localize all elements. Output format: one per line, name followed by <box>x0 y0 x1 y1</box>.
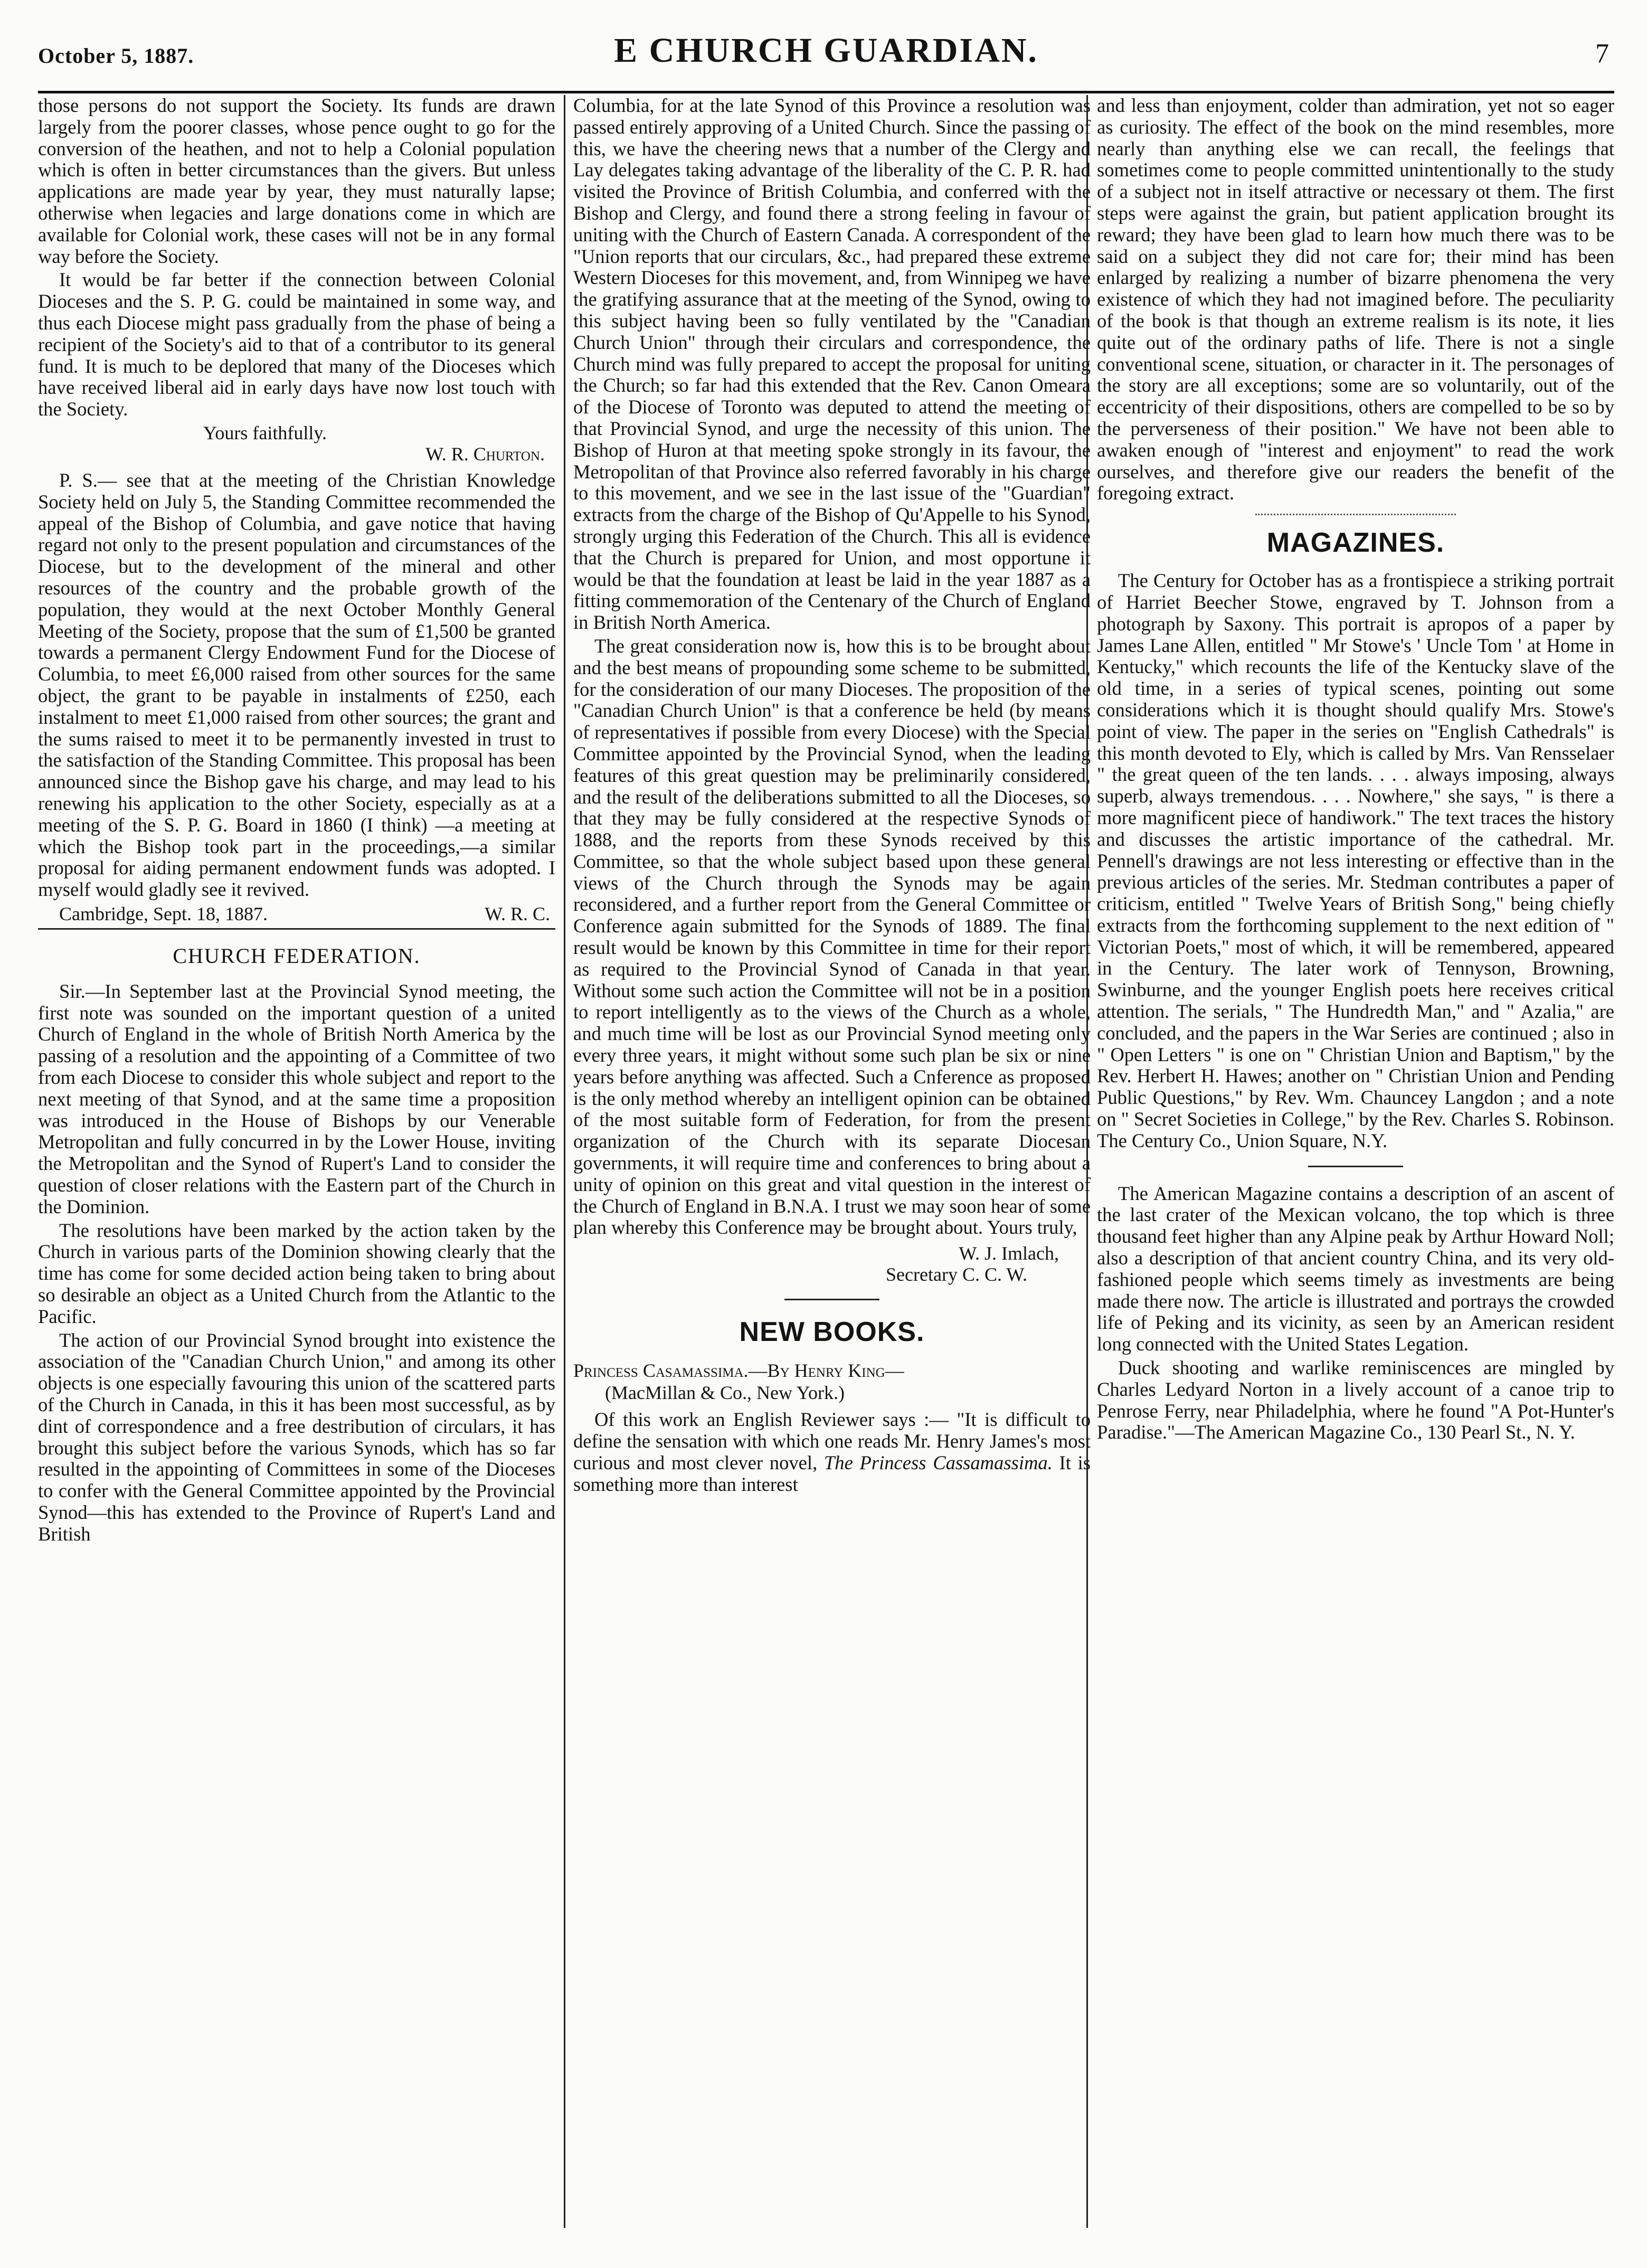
letter-closing: Yours faithfully. <box>203 422 327 443</box>
magazine-paragraph: Duck shooting and warlike reminiscences are mingled by Charles Ledyard Norton in a lively account of a canoe trip to Penrose Ferry, near Philadelphia, where he found "A Pot-Hunter's Paradise."—The American Magazine Co., 130 Pearl St., N. Y. <box>1097 1357 1614 1443</box>
review-text-tail: It is something more than interest <box>573 1451 1091 1495</box>
book-publisher: (MacMillan & Co., New York.) <box>605 1382 845 1404</box>
issue-date: October 5, 1887. <box>38 44 194 68</box>
masthead-rule <box>38 91 1614 93</box>
book-title-italic: The Princess Cassamassima. <box>824 1451 1053 1473</box>
book-entry <box>573 1359 1091 1404</box>
book-title: Princess Casamassima.—By Henry King— <box>573 1360 904 1382</box>
magazine-paragraph: The Century for October has as a frontispiece a striking portrait of Harriet Beecher Stowe, engraved by T. Johnson from a photograph by Saxony. This portrait is apropos of a paper by James Lane Allen, entitled " Mr Stowe's ' Uncle Tom ' at Home in Kentucky," which recounts the life of the Kentucky slave of the old time, in a series of typical scenes, pointing out some considerations which it is thought should qualify Mrs. Stowe's point of view. The paper in the series on "English Cathedrals" is this month devoted to Ely, which is called by Mrs. Van Rensselaer " the great queen of the ten lands. . . . always imposing, always superb, always tremendous. . . . Nowhere," she says, " is there a more magnificent piece of handiwork." The text traces the history and discusses the artistic importance of the cathedral. Mr. Pennell's drawings are not less interesting or effective than in the previous articles of the series. Mr. Stedman contributes a paper of criticism, entitled " Twelve Years of British Song," being chiefly extracts from the forthcoming supplement to the next edition of " Victorian Poets," most of which, it will be remembered, appeared in the Century. The later work of Tennyson, Browning, Swinburne, and the younger English poets here receives critical attention. The serials, " The Hundredth Man," and " Azalia," are concluded, and the papers in the War Series are continued ; also in " Open Letters " is one on " Christian Union and Baptism," by the Rev. Herbert H. Hawes; another on " Christian Union and Pending Public Questions," by Rev. Wm. Chauncey Langdon ; and a note on " Secret Societies in College," by the Rev. Charles S. Robinson. The Century Co., Union Square, N.Y. <box>1097 570 1614 1151</box>
column-1 <box>38 95 555 2233</box>
article-paragraph: The resolutions have been marked by the action taken by the Church in various parts of the Dominion showing clearly that the time has come for some decided action being taken to bring about so desirable an object as a United Church from the Atlantic to the Pacific. <box>38 1219 555 1327</box>
letter-signature: W. R. Churton. <box>425 443 545 465</box>
section-heading: CHURCH FEDERATION. <box>173 943 421 968</box>
masthead <box>38 12 1614 91</box>
review-paragraph: and less than enjoyment, colder than admiration, yet not so eager as curiosity. The effect of the book on the mind resembles, more nearly than anything else we can recall, the feelings that sometimes come to people committed unintentionally to the study of a subject not in itself attractive or necessary ot them. The first steps were against the grain, but patient application brought its reward; they have been glad to learn how much there was to be said on a subject they did not care for; their mind has been enlarged by realizing a number of bizarre phenomena the very existence of which they had not imagined before. The peculiarity of the book is that though an extreme realism is its note, it lies quite out of the ordinary paths of life. There is not a single conventional scene, situation, or character in it. The personages of the story are all exceptions; some are so voluntarily, out of the eccentricity of their dispositions, others are compelled to be so by the perverseness of their position." We have not been able to awaken enough of "interest and enjoyment" to read the work ourselves, and therefore give our readers the benefit of the foregoing extract. <box>1097 95 1614 504</box>
place-date: Cambridge, Sept. 18, 1887. <box>59 903 268 924</box>
section-rule <box>1255 514 1456 515</box>
postscript: P. S.— see that at the meeting of the Christian Knowledge Society held on July 5, the Standing Committee recommended the appeal of the Bishop of Columbia, and gave notice that having regard not only to the present population and circumstances of the Diocese, but to the development of the mineral and other resources of the country and the probable growth of the population, they would at the next October Monthly General Meeting of the Society, propose that the sum of £1,500 be granted towards a permanent Clergy Endowment Fund for the Diocese of Columbia, to meet £6,000 raised from other sources for the same object, the grant to be payable in instalments of £250, each instalment to meet £1,000 raised from other sources; the grant and the sums raised to meet it to be permanently invested in trust to the satisfaction of the Standing Committee. This proposal has been announced since the Bishop gave his charge, and may lead to his renewing his application to the other Society, especially as at a meeting of the S. P. G. Board in 1860 (I think) —a meeting at which the Bishop took part in the proceedings,—a similar proposal for aiding permanent endowment funds was adopted. I myself would gladly see it revived. <box>38 469 555 901</box>
magazine-paragraph: The American Magazine contains a description of an ascent of the last crater of the Mexican volcano, the top which is three thousand feet higher than any Alpine peak by Arthur Howard Noll; also a description of that ancient country China, and its very old-fashioned people which seems timely as investments are being made there now. The article is illustrated and portrays the crowded life of Peking and its vicinity, as seen by an American resident long connected with the United States Legation. <box>1097 1182 1614 1355</box>
initials: W. R. C. <box>485 903 550 924</box>
dateline-row <box>38 903 555 925</box>
letter-paragraph: It would be far better if the connection between Colonial Dioceses and the S. P. G. could be maintained in some way, and thus each Diocese might pass gradually from the phase of being a recipient of the Society's aid to that of a contributor to its general fund. It is much to be deplored that many of the Dioceses which have received liberal aid in early days have now lost touch with the Society. <box>38 269 555 420</box>
letter-paragraph: those persons do not support the Society. Its funds are drawn largely from the poorer classes, whose pence ought to go for the conversion of the heathen, and not to help a Colonial population which is often in better circumstances than the givers. But unless applications are made year by year, they must naturally lapse; otherwise when legacies and large donations come in which are available for Colonial work, these cases will not be in any formal way before the Society. <box>38 95 555 267</box>
column-divider <box>564 95 565 2228</box>
newspaper-title: E CHURCH GUARDIAN. <box>614 31 1038 70</box>
column-2 <box>573 95 1091 2233</box>
section-heading: NEW BOOKS. <box>739 1317 925 1348</box>
section-rule <box>1308 1166 1403 1167</box>
article-paragraph: Sir.—In September last at the Provincial Synod meeting, the first note was sounded on the important question of a united Church of England in the whole of British North America by the passing of a resolution and the appointing of a Committee of two from each Diocese to consider this whole subject and report to the next meeting of that Synod, and at the same time a proposition was introduced in the House of Bishops by our Venerable Metropolitan and fully concurred in by the Lower House, inviting the Metropolitan and the Synod of Rupert's Land to consider the question of closer relations with the Eastern part of the Church in the Dominion. <box>38 980 555 1217</box>
section-heading: MAGAZINES. <box>1266 527 1445 559</box>
page-number: 7 <box>1595 39 1609 69</box>
article-paragraph: The great consideration now is, how this is to be brought about and the best means of propounding some scheme to be submitted, for the consideration of our many Dioceses. The proposition of the "Canadian Church Union" is that a conference be held (by means of representatives if possible from every Diocese) with the Special Committee appointed by the Provincial Synod, when the leading features of this great question may be preliminarily considered, and the result of the deliberations submitted to all the Dioceses, so that they may be fully considered at the respective Synods of 1888, and the reports from these Synods received by this Committee, so that the whole subject based upon these general views of the Church through the Synods may be again reconsidered, and a further report from the General Committee or Conference again submitted for the Synods of 1889. The final result would be known by this Committee in time for their report as required to the Provincial Synod of Canada in that year. Without some such action the Committee will not be in a position to report intelligently as to the views of the Church as a whole, and much time will be lost as our Provincial Synod meeting only every three years, it might without some such plan be six or nine years before anything was affected. Such a Cnference as proposed is the only method whereby an intelligent opinion can be obtained of the most suitable form of Federation, for from the present organization of the Church with its separate Diocesan governments, it will require time and conferences to bring about a unity of opinion on this great and vital question in the interest of the Church of England in B.N.A. I trust we may soon hear of some plan whereby this Conference may be brought about. Yours truly, <box>573 635 1091 1239</box>
review-text: Of this work an English Reviewer says :— "It is difficult to define the sensation with which one reads Mr. Henry James's most curious and most clever novel, <box>573 1409 1091 1473</box>
article-paragraph: The action of our Provincial Synod brought into existence the association of the "Canadian Church Union," and among its other objects is one especially favouring this union of the scattered parts of the Church in Canada, in this it has been most successful, as by dint of correspondence and a free destribution of circulars, it has brought this subject before the various Synods, which has so far resulted in the appointing of Committees in some of the Dioceses to confer with the General Committee appointed by the Provincial Synod—this has extended to the Province of Rupert's Land and British <box>38 1329 555 1545</box>
review-paragraph <box>573 1409 1091 1495</box>
article-paragraph: Columbia, for at the late Synod of this Province a resolution was passed entirely approving of a United Church. Since the passing of this, we have the cheering news that a number of the Clergy and Lay delegates taking advantage of the liberality of the C. P. R. had visited the Province of British Columbia, and conferred with the Bishop and Clergy, and found there a strong feeling in favour of uniting with the Church of Eastern Canada. A correspondent of the "Union reports that our circulars, &c., had prepared these extreme Western Dioceses for this movement, and, from Winnipeg we have the gratifying assurance that at the meeting of the Synod, owing to this subject having been so fully ventilated by the "Canadian Church Union" through their circulars and correspondence, the Church mind was fully prepared to accept the proposal for uniting the Church; so far had this extended that the Rev. Canon Omeara of the Diocese of Toronto was deputed to attend the meeting of that Provincial Synod, and urge the necessity of this union. The Bishop of Huron at that meeting spoke strongly in its favour, the Metropolitan of that Province also referred favorably in his charge to this movement, and we see in the last issue of the "Guardian" extracts from the charge of the Bishop of Qu'Appelle to his Synod, strongly urging this Federation of the Church. This all is evidence that the Church is prepared for Union, and most opportune it would be that the foundation at least be laid in the year 1887 as a fitting commemoration of the Centenary of the Church of England in British North America. <box>573 95 1091 634</box>
signature-title: Secretary C. C. W. <box>886 1264 1027 1286</box>
signature-name: W. J. Imlach, <box>959 1243 1059 1264</box>
section-rule <box>38 928 555 930</box>
section-rule <box>784 1299 879 1300</box>
column-3 <box>1097 95 1614 2233</box>
